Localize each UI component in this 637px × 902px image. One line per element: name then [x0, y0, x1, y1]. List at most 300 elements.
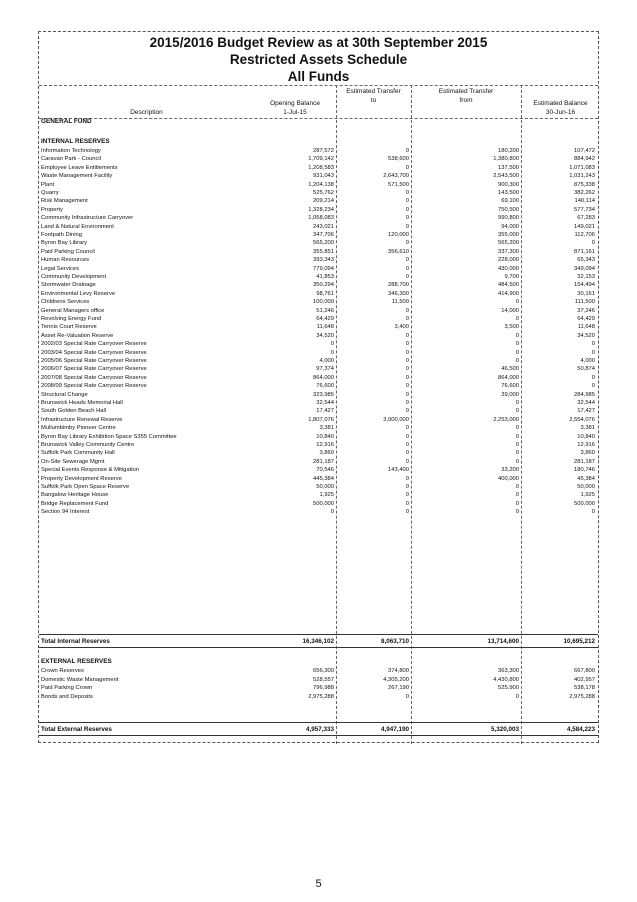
row-value: 34,520: [577, 332, 595, 339]
row-value: 32,153: [577, 274, 595, 280]
row-value: 374,800: [388, 668, 409, 674]
table-row: [39, 684, 598, 692]
row-value: 1,709,142: [308, 156, 334, 163]
row-value: 2,253,000: [493, 416, 519, 423]
external-reserves-label: EXTERNAL RESERVES: [41, 658, 112, 665]
table-row: [39, 315, 598, 323]
row-value: 500,000: [313, 500, 334, 507]
row-description: Paid Parking Crown: [41, 685, 93, 692]
row-value: 0: [515, 425, 519, 432]
report-title: 2015/2016 Budget Review as at 30th September 2015: [149, 35, 488, 50]
table-row: [39, 382, 598, 390]
row-value: 76,600: [316, 383, 334, 390]
row-value: 0: [405, 265, 409, 272]
row-value: 3,500: [504, 324, 519, 331]
row-value: 445,384: [313, 475, 334, 482]
table-row: [39, 416, 598, 424]
row-value: 0: [405, 240, 409, 247]
row-description: Brunswick Valley Community Centre: [41, 442, 135, 448]
internal-total-bottom-rule: [39, 647, 598, 648]
table-row: [39, 197, 598, 205]
row-value: 70,546: [316, 467, 334, 474]
row-value: 100,000: [313, 299, 334, 306]
header-closing-2: 30-Jun-16: [545, 109, 576, 116]
row-value: 50,000: [316, 484, 334, 490]
row-value: 0: [405, 332, 409, 339]
table-row: [39, 273, 598, 281]
row-value: 1,204,138: [308, 181, 334, 188]
row-value: 0: [405, 215, 409, 222]
row-value: 4,305,200: [383, 676, 409, 683]
page-number: 5: [315, 878, 322, 890]
row-description: Bridge Replacement Fund: [41, 500, 109, 507]
row-value: 667,800: [574, 668, 595, 674]
table-row: [39, 181, 598, 189]
external-total-top-rule: [39, 722, 598, 723]
row-value: 98,761: [316, 290, 334, 297]
report-fund: All Funds: [287, 69, 350, 84]
row-value: 243,021: [313, 223, 334, 230]
row-value: 400,000: [498, 475, 519, 482]
row-value: 154,494: [574, 282, 595, 289]
row-value: 538,600: [388, 156, 409, 163]
row-value: 0: [405, 408, 409, 415]
row-value: 107,472: [574, 148, 595, 154]
table-row: [39, 374, 598, 382]
row-value: 180,200: [498, 148, 519, 154]
table-row: [39, 500, 598, 508]
row-value: 11,500: [391, 299, 409, 306]
row-description: Risk Management: [41, 198, 88, 205]
row-value: 355,000: [498, 232, 519, 238]
row-description: Suffolk Park Open Space Reserve: [41, 484, 130, 490]
table-row: [39, 667, 598, 675]
row-value: 17,427: [577, 408, 595, 415]
row-value: 10,840: [577, 433, 595, 440]
table-row: [39, 508, 598, 516]
table-row: [39, 676, 598, 684]
row-description: Footpath Dining: [41, 232, 82, 238]
row-value: 288,700: [388, 282, 409, 289]
row-value: 10,840: [316, 433, 334, 440]
row-description: 2005/06 Special Rate Carryover Reserve: [41, 358, 147, 364]
table-row: [39, 147, 598, 155]
row-value: 346,300: [388, 290, 409, 297]
row-value: 30,161: [577, 290, 595, 297]
row-description: Property Development Reserve: [41, 475, 122, 482]
row-value: 0: [405, 257, 409, 264]
report-subtitle: Restricted Assets Schedule: [229, 52, 408, 67]
row-value: 17,427: [316, 408, 334, 415]
row-description: Legal Services: [41, 265, 80, 272]
row-description: 2002/03 Special Rate Carryover Reserve: [41, 341, 147, 348]
row-value: 750,500: [498, 206, 519, 213]
row-value: 143,400: [388, 467, 409, 474]
row-value: 0: [591, 349, 595, 356]
table-row: [39, 441, 598, 449]
row-description: Quarry: [41, 190, 59, 196]
table-row: [39, 298, 598, 306]
row-value: 1,208,583: [308, 164, 334, 171]
row-description: Employee Leave Entitlements: [41, 164, 118, 171]
header-transfer-from-1: Estimated Transfer: [438, 88, 494, 95]
row-value: 0: [405, 383, 409, 390]
row-description: Structural Change: [41, 391, 88, 398]
row-description: Caravan Park - Council: [41, 156, 101, 163]
row-description: 2003/04 Special Rate Carryover Reserve: [41, 349, 147, 356]
row-value: 565,200: [498, 240, 519, 247]
row-value: 1,925: [319, 492, 334, 499]
row-value: 871,161: [574, 248, 595, 255]
row-value: 51,246: [316, 307, 334, 314]
row-value: 0: [515, 358, 519, 364]
header-opening-2: 1-Jul-15: [283, 109, 307, 116]
table-row: [39, 491, 598, 499]
row-value: 0: [405, 475, 409, 482]
external-total-row: Total External Reserves 4,957,333 4,947,190 5,320,003 4,584,223: [41, 726, 595, 733]
row-description: Special Events Response & Mitigation: [41, 467, 139, 474]
row-value: 2,643,700: [383, 173, 409, 180]
table-row: [39, 206, 598, 214]
row-value: 990,800: [498, 215, 519, 222]
row-description: 2007/08 Special Rate Carryover Reserve: [41, 374, 147, 381]
row-value: 12,916: [577, 442, 595, 448]
row-value: 64,429: [316, 316, 334, 322]
row-value: 864,000: [313, 374, 334, 381]
row-value: 9,700: [504, 274, 519, 280]
row-value: 382,262: [574, 190, 595, 196]
row-value: 0: [515, 492, 519, 499]
row-value: 0: [330, 349, 334, 356]
row-description: Childrens Services: [41, 299, 90, 306]
row-value: 0: [591, 374, 595, 381]
row-value: 577,734: [574, 206, 595, 213]
row-value: 65,343: [577, 257, 595, 264]
row-value: 120,000: [388, 232, 409, 238]
row-value: 0: [515, 433, 519, 440]
row-value: 4,430,800: [493, 676, 519, 683]
row-value: 864,000: [498, 374, 519, 381]
row-value: 0: [515, 450, 519, 457]
row-value: 900,300: [498, 181, 519, 188]
row-value: 137,500: [498, 164, 519, 171]
row-value: 525,762: [313, 190, 334, 196]
row-value: 3,381: [319, 425, 334, 432]
row-description: General Managers office: [41, 307, 105, 314]
row-value: 14,000: [501, 307, 519, 314]
header-transfer-to-2: to: [370, 97, 377, 104]
row-description: Information Technology: [41, 148, 101, 154]
header-opening-1: Opening Balance: [270, 100, 320, 107]
row-value: 11,648: [577, 324, 595, 331]
row-value: 0: [405, 450, 409, 457]
table-row: [39, 449, 598, 457]
table-row: [39, 483, 598, 491]
internal-total-row: Total Internal Reserves 16,346,102 8,063,710 13,714,600 10,695,212: [41, 638, 595, 645]
row-value: 0: [405, 349, 409, 356]
row-description: Revolving Energy Fund: [41, 316, 102, 322]
table-row: [39, 231, 598, 239]
row-value: 94,000: [501, 223, 519, 230]
row-value: 0: [405, 509, 409, 516]
row-value: 0: [405, 442, 409, 448]
row-value: 0: [405, 316, 409, 322]
row-value: 3,381: [580, 425, 595, 432]
row-value: 281,187: [313, 458, 334, 465]
row-description: 2006/07 Special Rate Carryover Reserve: [41, 366, 147, 373]
table-row: [39, 332, 598, 340]
row-value: 355,851: [313, 248, 334, 255]
row-value: 0: [405, 425, 409, 432]
row-value: 0: [515, 442, 519, 448]
header-top-rule: [39, 85, 598, 86]
row-value: 356,610: [388, 248, 409, 255]
row-value: 0: [405, 358, 409, 364]
row-value: 143,500: [498, 190, 519, 196]
row-value: 0: [405, 374, 409, 381]
row-value: 33,200: [501, 467, 519, 474]
row-value: 50,000: [577, 484, 595, 490]
row-value: 393,343: [313, 257, 334, 264]
header-transfer-to-1: Estimated Transfer: [346, 88, 401, 95]
row-value: 140,114: [574, 198, 595, 205]
row-description: South Golden Beach Hall: [41, 408, 107, 415]
row-value: 32,544: [316, 400, 334, 406]
row-value: 1,071,083: [569, 164, 595, 171]
row-value: 112,706: [574, 232, 595, 238]
row-description: Brunswick Heads Memorial Hall: [41, 400, 123, 406]
row-value: 228,000: [498, 257, 519, 264]
row-value: 0: [515, 316, 519, 322]
table-row: [39, 256, 598, 264]
table-row: [39, 340, 598, 348]
row-value: 538,178: [574, 685, 595, 692]
row-value: 4,000: [580, 358, 595, 364]
table-row: [39, 357, 598, 365]
row-value: 0: [515, 341, 519, 348]
row-value: 347,706: [313, 232, 334, 238]
row-description: Community Infrastructure Carryover: [41, 215, 134, 222]
row-value: 111,500: [574, 299, 595, 306]
internal-reserves-label: INTERNAL RESERVES: [41, 138, 110, 145]
row-value: 284,985: [574, 391, 595, 398]
row-value: 281,187: [574, 458, 595, 465]
row-value: 0: [405, 458, 409, 465]
row-value: 180,746: [574, 467, 595, 474]
row-value: 0: [405, 433, 409, 440]
row-value: 46,500: [501, 366, 519, 373]
row-value: 884,942: [574, 156, 595, 163]
row-value: 430,000: [498, 265, 519, 272]
row-value: 0: [405, 307, 409, 314]
table-row: [39, 248, 598, 256]
row-value: 45,384: [577, 475, 595, 482]
table-row: [39, 693, 598, 701]
table-row: [39, 349, 598, 357]
row-value: 11,648: [316, 324, 334, 331]
table-row: [39, 407, 598, 415]
row-description: Mullumbimby Pioneer Centre: [41, 425, 116, 432]
table-row: [39, 391, 598, 399]
row-value: 484,500: [498, 282, 519, 289]
row-value: 363,300: [498, 668, 519, 674]
row-value: 0: [405, 198, 409, 205]
row-value: 2,554,076: [569, 416, 595, 423]
row-value: 0: [405, 148, 409, 154]
row-value: 0: [591, 240, 595, 247]
row-value: 350,294: [313, 282, 334, 289]
row-value: 323,985: [313, 391, 334, 398]
row-value: 97,374: [316, 366, 334, 373]
row-value: 0: [405, 500, 409, 507]
table-row: [39, 164, 598, 172]
row-value: 0: [515, 693, 519, 700]
row-value: 1,380,800: [493, 156, 519, 163]
row-value: 1,058,083: [308, 215, 334, 222]
row-value: 528,557: [313, 676, 334, 683]
row-value: 76,600: [501, 383, 519, 390]
table-row: [39, 458, 598, 466]
row-value: 565,200: [313, 240, 334, 247]
table-row: [39, 365, 598, 373]
row-value: 1,807,076: [308, 416, 334, 423]
row-value: 39,000: [501, 391, 519, 398]
header-description: Description: [130, 109, 163, 116]
header-transfer-from-2: from: [459, 97, 473, 104]
row-value: 50,874: [577, 366, 595, 373]
row-description: Infrastructure Renewal Reserve: [41, 416, 123, 423]
table-row: [39, 172, 598, 180]
row-value: 0: [515, 332, 519, 339]
row-description: Asset Re-Valuation Reserve: [41, 332, 114, 339]
row-description: On-Site Sewerage Mgmt: [41, 458, 105, 465]
row-value: 41,853: [316, 274, 334, 280]
row-value: 0: [405, 484, 409, 490]
row-value: 500,000: [574, 500, 595, 507]
row-value: 0: [591, 509, 595, 516]
row-value: 12,916: [316, 442, 334, 448]
row-value: 0: [405, 341, 409, 348]
row-description: Suffolk Park Community Hall: [41, 450, 115, 457]
row-value: 796,988: [313, 685, 334, 692]
row-value: 0: [591, 383, 595, 390]
row-value: 3,000,000: [383, 416, 409, 423]
row-value: 337,300: [498, 248, 519, 255]
row-description: Byron Bay Library Exhibition Space S355 Committee: [41, 433, 177, 440]
row-value: 0: [405, 366, 409, 373]
row-value: 37,246: [577, 307, 595, 314]
row-description: Stormwater Drainage: [41, 282, 96, 289]
row-value: 414,900: [498, 290, 519, 297]
table-row: [39, 475, 598, 483]
schedule-sheet: [38, 31, 599, 743]
row-description: Bangalow Heritage House: [41, 492, 109, 499]
table-row: [39, 265, 598, 273]
table-row: [39, 281, 598, 289]
row-value: 1,925: [580, 492, 595, 499]
row-description: Community Development: [41, 274, 107, 280]
row-value: 931,043: [313, 173, 334, 180]
row-value: 0: [405, 400, 409, 406]
row-value: 0: [515, 500, 519, 507]
table-row: [39, 214, 598, 222]
table-row: [39, 323, 598, 331]
table-row: [39, 466, 598, 474]
row-value: 64,429: [577, 316, 595, 322]
row-value: 0: [515, 509, 519, 516]
row-value: 0: [405, 391, 409, 398]
row-value: 209,214: [313, 198, 334, 205]
row-value: 67,283: [577, 215, 595, 222]
row-value: 1,328,234: [308, 206, 334, 213]
row-value: 0: [515, 400, 519, 406]
row-value: 287,572: [313, 148, 334, 154]
row-value: 2,975,288: [308, 693, 334, 700]
row-value: 0: [405, 206, 409, 213]
row-value: 0: [515, 484, 519, 490]
row-value: 0: [515, 299, 519, 306]
row-value: 656,300: [313, 668, 334, 674]
row-description: Property: [41, 206, 63, 213]
row-value: 402,957: [574, 676, 595, 683]
row-value: 875,338: [574, 181, 595, 188]
row-value: 2,543,500: [493, 173, 519, 180]
row-value: 0: [330, 341, 334, 348]
row-value: 0: [515, 458, 519, 465]
row-description: Tennis Court Reserve: [41, 324, 97, 331]
internal-total-top-rule: [39, 634, 598, 635]
general-fund-label: GENERAL FUND: [41, 118, 92, 125]
row-value: 349,094: [574, 265, 595, 272]
row-value: 0: [515, 349, 519, 356]
row-value: 3,860: [580, 450, 595, 457]
row-description: Bonds and Deposits: [41, 693, 93, 700]
row-description: 2008/09 Special Rate Carryover Reserve: [41, 383, 147, 390]
table-row: [39, 155, 598, 163]
row-value: 3,860: [319, 450, 334, 457]
table-row: [39, 399, 598, 407]
row-value: 149,021: [574, 223, 595, 230]
row-value: 0: [330, 509, 334, 516]
row-description: Crown Reserves: [41, 668, 84, 674]
row-value: 779,094: [313, 265, 334, 272]
row-description: Section 94 Interest: [41, 509, 90, 516]
row-value: 2,975,288: [569, 693, 595, 700]
row-description: Paid Parking Council: [41, 248, 95, 255]
row-value: 525,900: [498, 685, 519, 692]
row-description: Domestic Waste Management: [41, 676, 119, 683]
row-value: 0: [405, 274, 409, 280]
row-description: Environmental Levy Reserve: [41, 290, 116, 297]
table-row: [39, 424, 598, 432]
row-description: Land & Natural Environment: [41, 223, 114, 230]
row-description: Plant: [41, 181, 55, 188]
row-value: 0: [405, 492, 409, 499]
row-value: 0: [405, 190, 409, 196]
table-row: [39, 223, 598, 231]
row-value: 32,544: [577, 400, 595, 406]
table-row: [39, 239, 598, 247]
row-description: Byron Bay Library: [41, 240, 88, 247]
header-bottom-rule: [39, 118, 598, 119]
external-total-bottom-rule: [39, 735, 598, 736]
header-closing-1: Estimated Balance: [533, 100, 588, 107]
row-value: 0: [405, 223, 409, 230]
row-value: 0: [515, 408, 519, 415]
row-description: Human Resources: [41, 257, 90, 264]
row-value: 0: [591, 341, 595, 348]
row-description: Waste Management Facility: [41, 173, 113, 180]
